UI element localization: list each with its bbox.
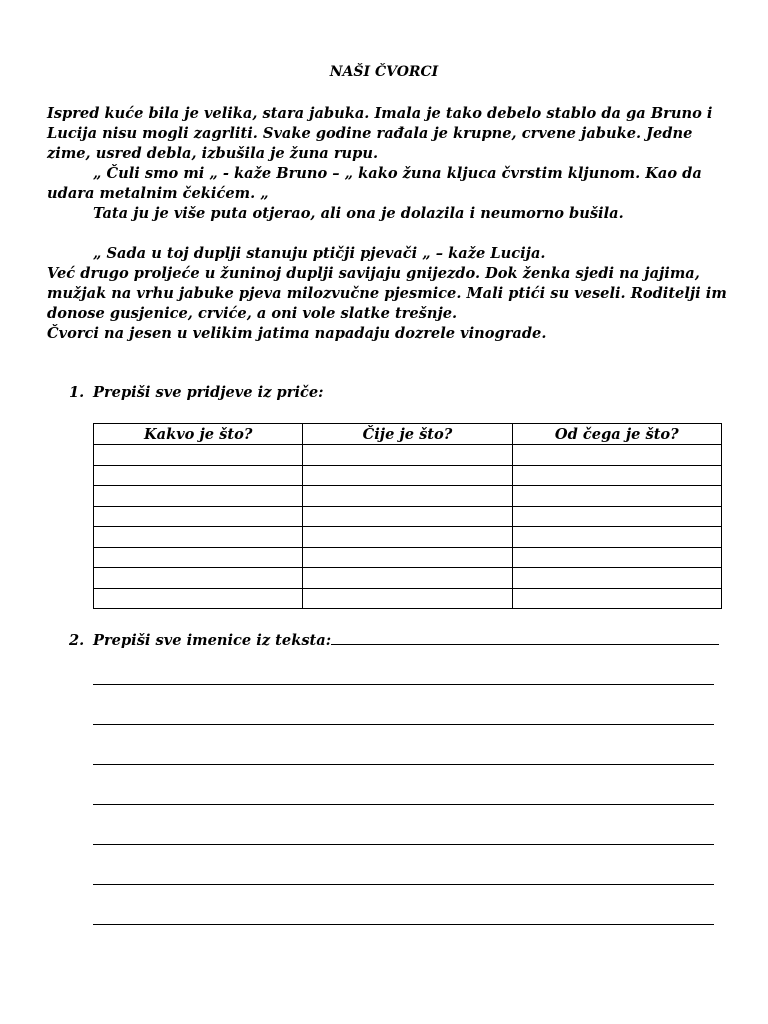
table-cell[interactable] bbox=[303, 506, 512, 527]
table-row bbox=[94, 588, 722, 609]
adjectives-table bbox=[93, 423, 722, 609]
table-row bbox=[94, 506, 722, 527]
table-cell[interactable] bbox=[512, 588, 721, 609]
table-cell[interactable] bbox=[94, 465, 303, 486]
story-line: zime, usred debla, izbušila je žuna rupu. bbox=[47, 145, 379, 162]
table-row bbox=[94, 568, 722, 589]
story-line: „ Čuli smo mi „ - kaže Bruno – „ kako žuna kljuca čvrstim kljunom. Kao da bbox=[93, 165, 702, 182]
answer-line[interactable] bbox=[331, 630, 719, 645]
story-line: Lucija nisu mogli zagrliti. Svake godine rađala je krupne, crvene jabuke. Jedne bbox=[47, 125, 693, 142]
table-cell[interactable] bbox=[512, 506, 721, 527]
table-cell[interactable] bbox=[94, 547, 303, 568]
answer-line[interactable] bbox=[93, 884, 714, 885]
table-cell[interactable] bbox=[512, 568, 721, 589]
story-text bbox=[47, 104, 737, 344]
table-cell[interactable] bbox=[94, 506, 303, 527]
table-cell[interactable] bbox=[303, 527, 512, 548]
answer-line[interactable] bbox=[93, 684, 714, 685]
story-line: udara metalnim čekićem. „ bbox=[47, 185, 269, 202]
task-instruction: Prepiši sve pridjeve iz priče: bbox=[93, 384, 324, 401]
answer-line[interactable] bbox=[93, 804, 714, 805]
table-cell[interactable] bbox=[303, 445, 512, 466]
task-1 bbox=[69, 384, 324, 401]
answer-line[interactable] bbox=[93, 844, 714, 845]
table-cell[interactable] bbox=[94, 568, 303, 589]
story-line: mužjak na vrhu jabuke pjeva milozvučne pjesmice. Mali ptići su veseli. Roditelji im bbox=[47, 285, 727, 302]
table-row bbox=[94, 527, 722, 548]
column-header: Kakvo je što? bbox=[94, 424, 303, 445]
table-cell[interactable] bbox=[303, 465, 512, 486]
table-cell[interactable] bbox=[512, 445, 721, 466]
table-cell[interactable] bbox=[303, 547, 512, 568]
story-line: Tata ju je više puta otjerao, ali ona je dolazila i neumorno bušila. bbox=[93, 205, 624, 222]
table-cell[interactable] bbox=[303, 568, 512, 589]
table-header-row bbox=[94, 424, 722, 445]
story-line: „ Sada u toj duplji stanuju ptičji pjevači „ – kaže Lucija. bbox=[93, 245, 546, 262]
table-cell[interactable] bbox=[512, 547, 721, 568]
column-header: Čije je što? bbox=[303, 424, 512, 445]
story-line: Već drugo proljeće u žuninoj duplji savijaju gnijezdo. Dok ženka sjedi na jajima, bbox=[47, 265, 700, 282]
table-cell[interactable] bbox=[512, 486, 721, 507]
table-cell[interactable] bbox=[303, 486, 512, 507]
table-cell[interactable] bbox=[512, 527, 721, 548]
table-cell[interactable] bbox=[303, 588, 512, 609]
table-row bbox=[94, 465, 722, 486]
task-2 bbox=[69, 630, 719, 649]
answer-line[interactable] bbox=[93, 924, 714, 925]
table-cell[interactable] bbox=[512, 465, 721, 486]
task-number: 1. bbox=[69, 384, 85, 401]
table-row bbox=[94, 445, 722, 466]
story-line: Ispred kuće bila je velika, stara jabuka. Imala je tako debelo stablo da ga Bruno i bbox=[47, 105, 713, 122]
table-cell[interactable] bbox=[94, 445, 303, 466]
answer-line[interactable] bbox=[93, 724, 714, 725]
answer-line[interactable] bbox=[93, 764, 714, 765]
table-cell[interactable] bbox=[94, 588, 303, 609]
column-header: Od čega je što? bbox=[512, 424, 721, 445]
table-row bbox=[94, 486, 722, 507]
story-line: Čvorci na jesen u velikim jatima napadaju dozrele vinograde. bbox=[47, 325, 547, 342]
table-cell[interactable] bbox=[94, 527, 303, 548]
blank-line bbox=[47, 224, 737, 244]
task-instruction: Prepiši sve imenice iz teksta: bbox=[93, 632, 332, 649]
task-number: 2. bbox=[69, 632, 85, 649]
table-row bbox=[94, 547, 722, 568]
table-cell[interactable] bbox=[94, 486, 303, 507]
story-line: donose gusjenice, crviće, a oni vole slatke trešnje. bbox=[47, 305, 458, 322]
page-title: NAŠI ČVORCI bbox=[329, 64, 439, 80]
